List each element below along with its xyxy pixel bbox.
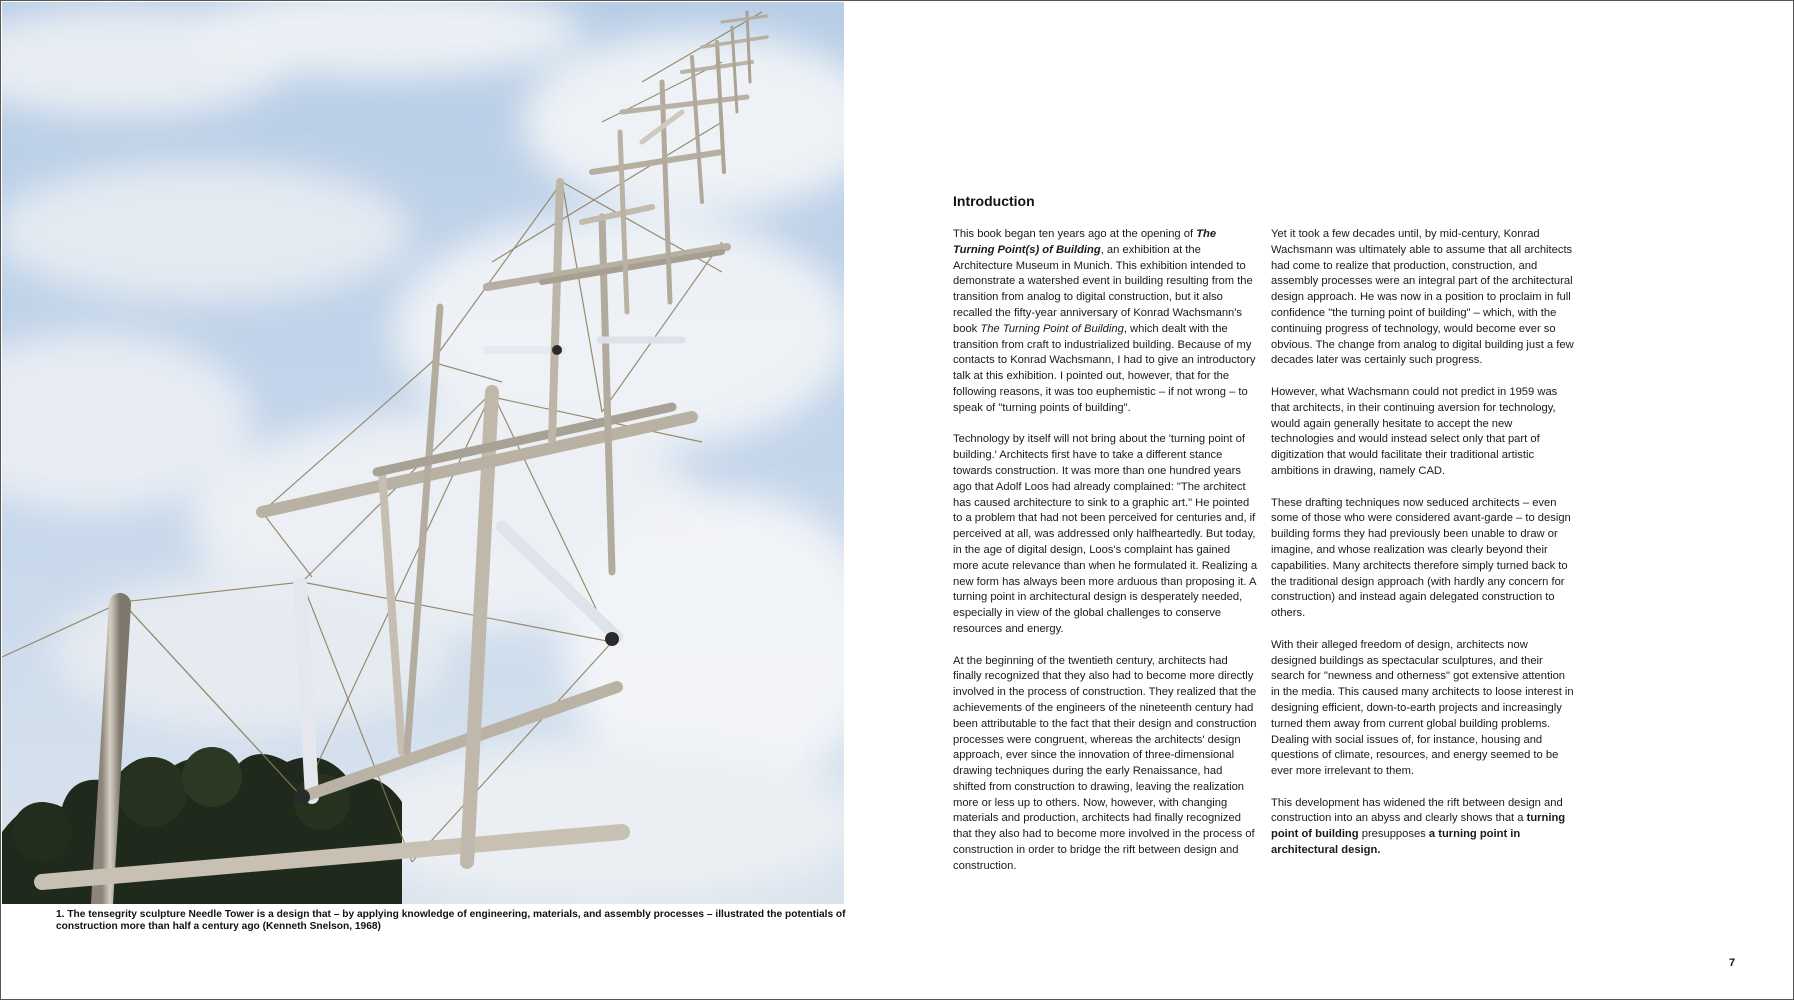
book-title: The Turning Point of Building (980, 322, 1124, 335)
paragraph: At the beginning of the twentieth century, architects had finally recognized that they also had to become more directly involved in the process of construction. They realized that the achievements of the engineers of the nineteenth century had been attributable to the fact that their design and construction processes were congruent, whereas the architects' design approach, ever since the innovation of three-dimensional drawing techniques during the early Renaissance, had shifted from construction to drawing, leaving the realization more or less up to others. Now, however, with changing materials and production, architects had finally recognized that they also had to become more involved in the process of construction in order to bridge the rift between design and construction. (953, 654, 1257, 872)
page-number: 7 (1729, 957, 1736, 969)
paragraph: This book began ten years ago at the opening of The Turning Point(s) of Building, an exhibition at the Architecture Museum in Munich. This exhibition intended to demonstrate a watershed event in building resulting from the transition from analog to digital construction, but it also recalled the fifty-year anniversary of Konrad Wachsmann's book The Turning Point of Building, which dealt with the transition from craft to industrialized building. Because of my contacts to Konrad Wachsmann, I had to give an introductory talk at this exhibition. I pointed out, however, that for the following reasons, it was too euphemistic – if not wrong – to speak of "turning points of building". (953, 228, 1256, 414)
paragraph: Yet it took a few decades until, by mid-century, Konrad Wachsmann was ultimately able to assume that all architects had come to realize that production, construction, and assembly processes were an integral part of the architectural design approach. He was now in a position to proclaim in full confidence "the turning point of building" – which, with the continuing progress of technology, would become ever so obvious. The change from analog to digital building just a few decades later was certainly such progress. (1271, 228, 1574, 367)
bold-phrase: turning point of building (1271, 812, 1566, 841)
bold-phrase: a turning point in architectural design. (1271, 828, 1521, 857)
section-heading: Introduction (953, 193, 1035, 209)
text-column-right (1271, 227, 1576, 875)
paragraph: With their alleged freedom of design, architects now designed buildings as spectacular sculptures, and their search for "newness and otherness" got extensive attention in the media. This caused many architects to loose interest in designing efficient, down-to-earth projects and increasingly turned them away from current global building problems. Dealing with social issues of, for instance, housing and questions of climate, resources, and energy seemed to be ever more irrelevant to them. (1271, 638, 1574, 778)
paragraph: This development has widened the rift between design and construction into an abyss and clearly shows that a turning point of building presupposes a turning point in architectural design. (1271, 796, 1566, 857)
paragraph: However, what Wachsmann could not predict in 1959 was that architects, in their continuing aversion for technology, would again generally hesitate to accept the new technologies and would instead select only that part of digitization that would facilitate their traditional artistic ambitions in drawing, namely CAD. (1271, 385, 1558, 477)
figure-caption: 1. The tensegrity sculpture Needle Tower is a design that – by applying knowledge of engineering, materials, and assembly processes – illustrated the potentials of construction more than half a century ago (Kenneth Snelson, 1968) (56, 909, 846, 932)
paragraph: These drafting techniques now seduced architects – even some of those who were considered avant-garde – to design building forms they had previously been unable to draw or imagine, and whose realization was clearly beyond their capabilities. Many architects therefore simply turned back to the traditional design approach (with hardly any concern for construction) and instead again delegated construction to others. (1271, 496, 1571, 620)
needle-tower-image (2, 2, 844, 904)
exhibition-title: The Turning Point(s) of Building (953, 228, 1217, 256)
text-column-left (953, 227, 1258, 890)
needle-tower-photo (2, 2, 844, 904)
paragraph: Technology by itself will not bring about the 'turning point of building.' Architects first have to take a different stance towards construction. It was more than one hundred years ago that Adolf Loos had already complained: "The architect has caused architecture to sink to a graphic art." He pointed to a problem that had not been perceived for centuries and, if perceived at all, was addressed only halfheartedly. But today, in the age of digital design, Loos's complaint has gained more acute relevance than when he formulated it. Realizing a new form has always been more arduous than proposing it. A turning point in architectural design is desperately needed, especially in view of the global challenges to conserve resources and energy. (953, 433, 1258, 635)
